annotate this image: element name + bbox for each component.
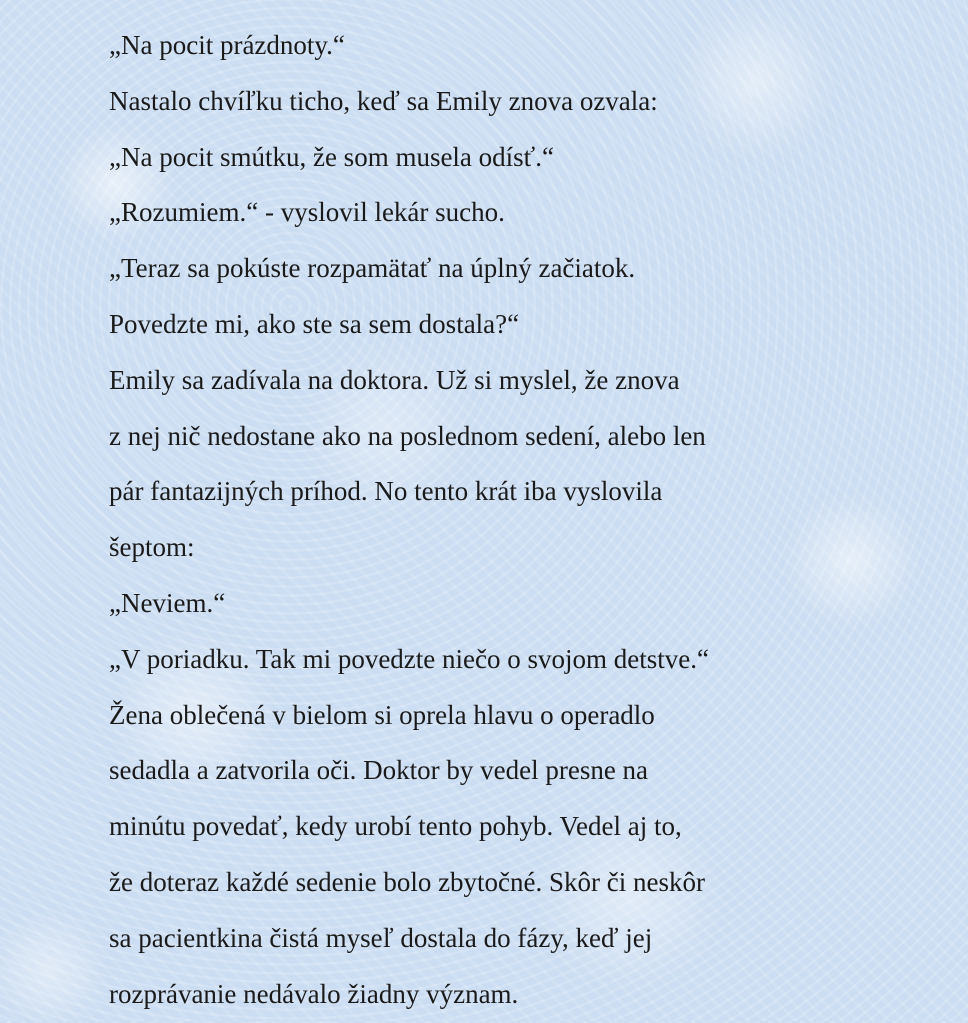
text-line: Emily sa zadívala na doktora. Už si myslel, že znova (109, 364, 680, 395)
text-body (109, 16, 949, 1020)
text-line: „Neviem.“ (109, 587, 226, 618)
text-line: šeptom: (109, 532, 195, 563)
text-line: Nastalo chvíľku ticho, keď sa Emily znova ozvala: (109, 85, 658, 116)
text-line: sa pacientkina čistá myseľ dostala do fázy, keď jej (109, 922, 653, 953)
text-line: že doteraz každé sedenie bolo zbytočné. Skôr či neskôr (109, 866, 706, 897)
text-line: „V poriadku. Tak mi povedzte niečo o svojom detstve.“ (109, 643, 709, 674)
text-line: rozprávanie nedávalo žiadny význam. (109, 978, 519, 1009)
text-line: „Rozumiem.“ - vyslovil lekár sucho. (109, 197, 505, 228)
text-line: minútu povedať, kedy urobí tento pohyb. Vedel aj to, (109, 811, 682, 842)
text-line: Povedzte mi, ako ste sa sem dostala?“ (109, 308, 520, 339)
text-line: sedadla a zatvorila oči. Doktor by vedel presne na (109, 755, 649, 786)
text-line: „Teraz sa pokúste rozpamätať na úplný začiatok. (109, 253, 636, 284)
text-line: „Na pocit prázdnoty.“ (109, 30, 345, 60)
text-line: Žena oblečená v bielom si oprela hlavu o operadlo (109, 699, 655, 730)
text-line: „Na pocit smútku, že som musela odísť.“ (109, 141, 554, 172)
text-line: pár fantazijných príhod. No tento krát iba vyslovila (109, 476, 663, 507)
text-line: z nej nič nedostane ako na poslednom sedení, alebo len (109, 420, 706, 451)
